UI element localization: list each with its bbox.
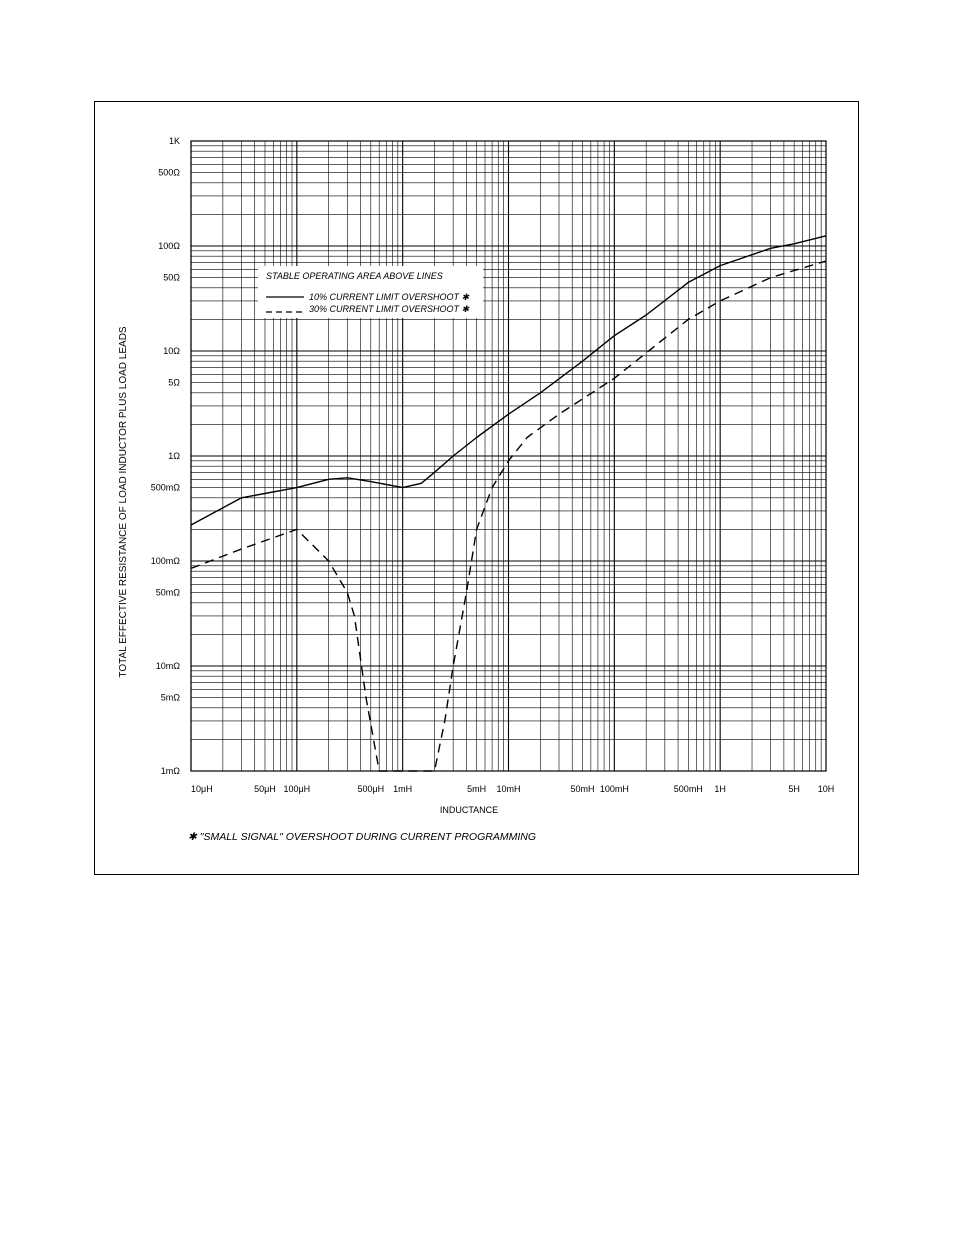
y-tick-label: 100mΩ [150, 556, 180, 566]
x-tick-labels [191, 784, 834, 794]
y-tick-label: 500Ω [158, 167, 180, 178]
grid-lines [191, 141, 826, 771]
legend-solid-label: 10% CURRENT LIMIT OVERSHOOT ✱ [309, 292, 470, 302]
legend [258, 266, 483, 318]
x-tick-label: 500mH [673, 784, 703, 794]
y-tick-label: 10Ω [163, 346, 180, 356]
y-tick-label: 100Ω [158, 241, 180, 251]
x-tick-label: 500μH [357, 784, 385, 794]
y-tick-label: 5Ω [168, 377, 180, 388]
x-tick-label: 1mH [393, 784, 413, 794]
x-tick-label: 5mH [467, 784, 487, 794]
x-tick-label: 50mH [570, 784, 595, 794]
x-tick-label: 10H [817, 784, 835, 794]
y-tick-label: 1Ω [168, 451, 180, 461]
legend-title: STABLE OPERATING AREA ABOVE LINES [266, 271, 443, 281]
y-axis-label: TOTAL EFFECTIVE RESISTANCE OF LOAD INDUCTOR PLUS LOAD LEADS [118, 326, 129, 678]
x-tick-label: 1H [714, 784, 726, 794]
y-tick-labels [151, 136, 181, 776]
x-tick-label: 100μH [283, 784, 311, 794]
x-axis-label: INDUCTANCE [439, 805, 499, 815]
x-tick-label: 10mH [496, 784, 521, 794]
y-tick-label: 1K [168, 136, 180, 146]
x-tick-label: 50μH [254, 784, 276, 794]
footnote: ✱ "SMALL SIGNAL" OVERSHOOT DURING CURRENT PROGRAMMING [188, 831, 537, 843]
y-tick-label: 1mΩ [160, 766, 180, 776]
legend-dashed-label: 30% CURRENT LIMIT OVERSHOOT ✱ [309, 304, 470, 314]
y-tick-label: 50mΩ [155, 587, 180, 598]
y-tick-label: 5mΩ [160, 692, 180, 703]
x-tick-label: 100mH [599, 784, 629, 794]
y-tick-label: 50Ω [163, 272, 180, 283]
x-tick-label: 10μH [191, 784, 213, 794]
x-tick-label: 5H [788, 784, 800, 794]
y-tick-label: 10mΩ [155, 661, 180, 671]
y-tick-label: 500mΩ [150, 482, 180, 493]
